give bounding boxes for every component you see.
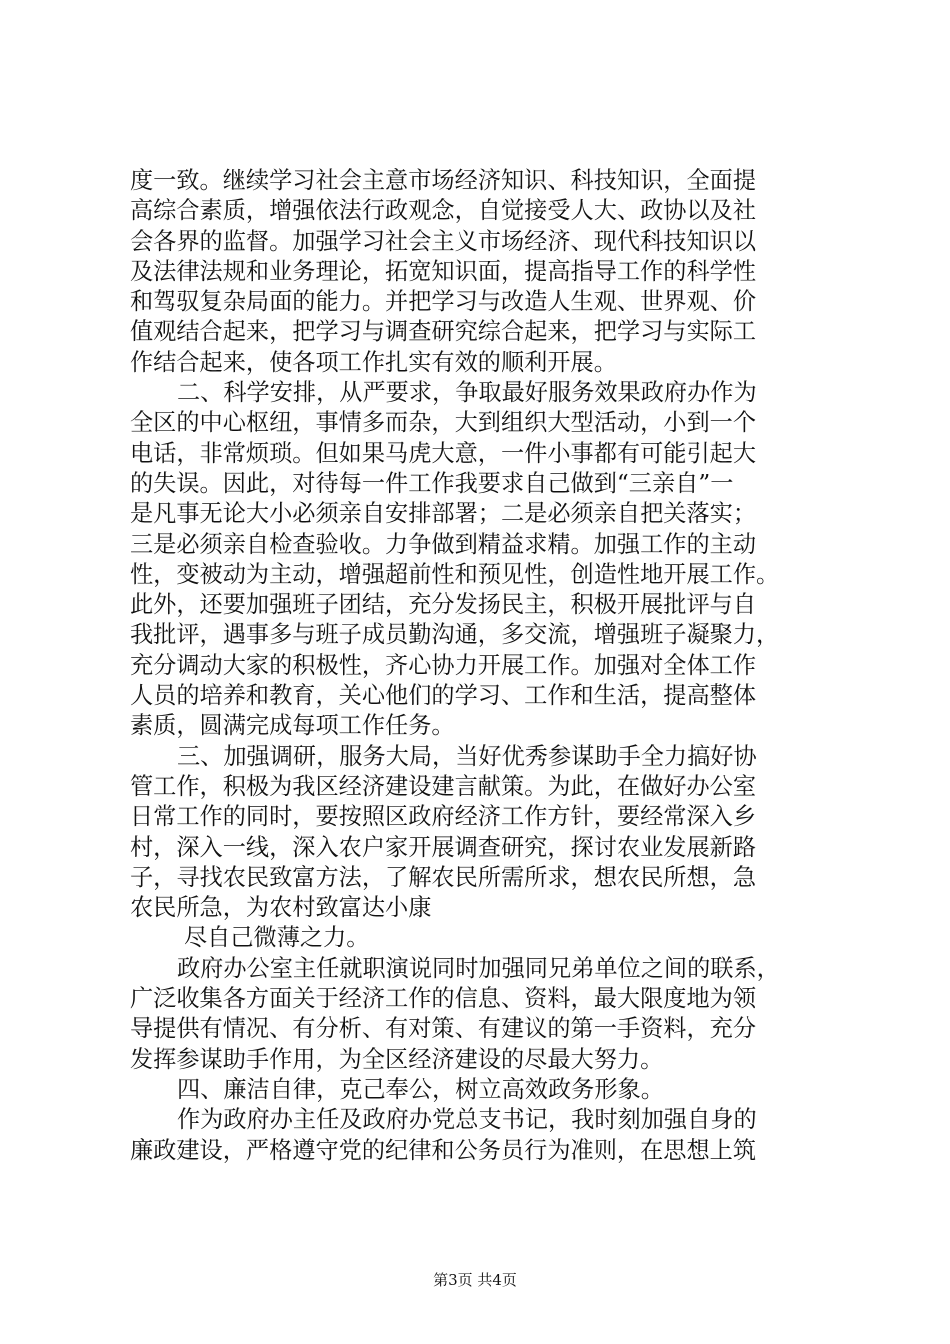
text-line: 导提供有情况、有分析、有对策、有建议的第一手资料，充分 [130, 1015, 757, 1043]
text-line: 作结合起来，使各项工作扎实有效的顺利开展。 [130, 348, 617, 376]
text-line: 三是必须亲自检查验收。力争做到精益求精。加强工作的主动 [130, 530, 757, 558]
text-line: 广泛收集各方面关于经济工作的信息、资料，最大限度地为领 [130, 985, 757, 1013]
text-line: 性，变被动为主动，增强超前性和预见性，创造性地开展工作。 [130, 560, 780, 588]
text-line: 发挥参谋助手作用，为全区经济建设的尽最大努力。 [130, 1045, 664, 1073]
text-line: 子，寻找农民致富方法，了解农民所需所求，想农民所想，急 [130, 863, 757, 891]
text-line: 村，深入一线，深入农户家开展调查研究，探讨农业发展新路 [130, 833, 757, 861]
text-line: 是凡事无论大小必须亲自安排部署；二是必须亲自把关落实； [130, 500, 757, 528]
page-number-footer: 第3页 共4页 [433, 1271, 517, 1289]
section-heading-line: 四、廉洁自律，克己奉公，树立高效政务形象。 [177, 1075, 664, 1103]
paragraph-first-line: 政府办公室主任就职演说同时加强同兄弟单位之间的联系， [177, 954, 780, 982]
text-line: 度一致。继续学习社会主意市场经济知识、科技知识，全面提 [130, 167, 757, 194]
text-line: 充分调动大家的积极性，齐心协力开展工作。加强对全体工作 [130, 651, 757, 679]
text-line: 农民所急，为农村致富达小康 [130, 894, 432, 922]
text-line: 及法律法规和业务理论，拓宽知识面，提高指导工作的科学性 [130, 257, 757, 285]
text-line: 人员的培养和教育，关心他们的学习、工作和生活，提高整体 [130, 682, 757, 710]
text-line: 全区的中心枢纽，事情多而杂，大到组织大型活动，小到一个 [130, 409, 757, 437]
text-line: 此外，还要加强班子团结，充分发扬民主，积极开展批评与自 [130, 591, 757, 619]
text-line: 尽自己微薄之力。 [184, 924, 370, 952]
section-heading-line: 二、科学安排，从严要求，争取最好服务效果政府办作为 [177, 379, 757, 407]
section-heading-line: 三、加强调研，服务大局，当好优秀参谋助手全力搞好协 [177, 742, 757, 770]
paragraph-first-line: 作为政府办主任及政府办党总支书记，我时刻加强自身的 [177, 1106, 757, 1134]
text-line: 值观结合起来，把学习与调查研究综合起来，把学习与实际工 [130, 318, 757, 346]
text-line: 素质，圆满完成每项工作任务。 [130, 712, 455, 740]
text-line: 我批评，遇事多与班子成员勤沟通，多交流，增强班子凝聚力， [130, 621, 780, 649]
text-line: 高综合素质，增强依法行政观念，自觉接受人大、政协以及社 [130, 197, 757, 225]
text-line: 廉政建设，严格遵守党的纪律和公务员行为准则，在思想上筑 [130, 1136, 757, 1164]
text-line: 会各界的监督。加强学习社会主义市场经济、现代科技知识以 [130, 227, 757, 255]
text-line: 电话，非常烦琐。但如果马虎大意，一件小事都有可能引起大 [130, 439, 757, 467]
document-body [130, 166, 830, 1166]
text-line: 管工作，积极为我区经济建设建言献策。为此，在做好办公室 [130, 772, 757, 800]
text-line: 和驾驭复杂局面的能力。并把学习与改造人生观、世界观、价 [130, 288, 757, 316]
text-line: 日常工作的同时，要按照区政府经济工作方针，要经常深入乡 [130, 803, 757, 831]
text-line: 的失误。因此，对待每一件工作我要求自己做到“三亲自”一 [130, 469, 734, 497]
